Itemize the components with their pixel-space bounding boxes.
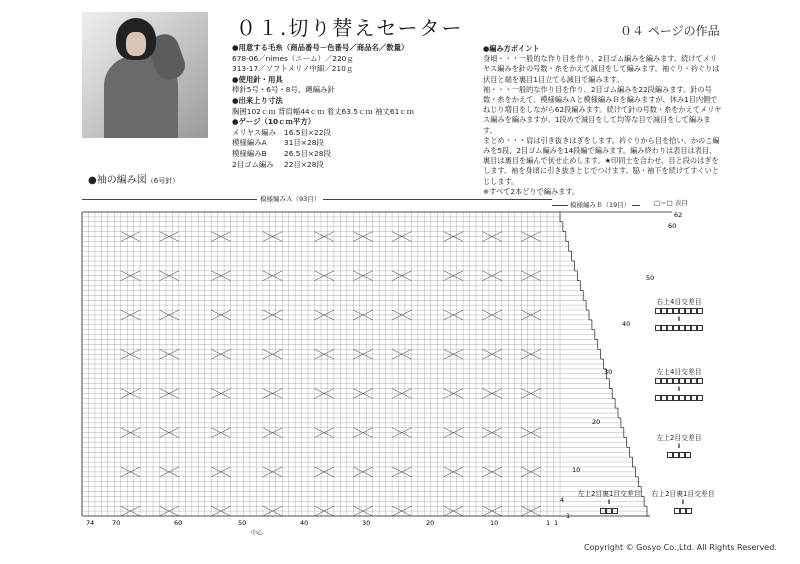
row-label: 1 bbox=[566, 512, 571, 520]
gauge-heading: ●ゲージ（10ｃｍ平方） bbox=[232, 117, 316, 127]
row-label: 4 bbox=[560, 496, 565, 504]
cable-left-2-purl-1: 左上2目裏1目交差目 Ⅱ bbox=[574, 488, 644, 516]
page-reference: ０４ ページの作品 bbox=[620, 24, 720, 38]
cable-right-4: 右上4目交差目 Ⅱ bbox=[640, 296, 718, 333]
cable-symbol-icon bbox=[640, 325, 718, 331]
gauge-row: 2目ゴム編み 22目×28段 bbox=[232, 159, 324, 169]
cable-left-4: 左上4目交差目 Ⅱ bbox=[640, 366, 718, 403]
row-label: 20 bbox=[592, 418, 601, 426]
cable-symbol-icon bbox=[574, 508, 644, 514]
row-label: 10 bbox=[572, 466, 581, 474]
needles-text: 棒針5号・6号・8号、縄編み針 bbox=[232, 85, 335, 95]
x-tick-label: 30 bbox=[362, 519, 371, 527]
cable-symbol-icon bbox=[640, 378, 718, 384]
cable-symbol-icon bbox=[648, 508, 718, 514]
method-heading: ●編み方ポイント bbox=[483, 44, 540, 53]
method-paragraph: まとめ・・・肩は引き抜きはぎをします。衿ぐりから目を拾い、かのこ編みを5段、2目ゴム編みを14段編で編みます。編み終わりは表目は表目、裏目は裏目を編んで伏せ止めします。★印同士を合わせ、目と段のはぎをします。袖を身頃に引き抜きとじでつけます。脇・袖下を続けてすくいとじします。 bbox=[483, 135, 720, 186]
row-label: 50 bbox=[646, 274, 655, 282]
copyright: Copyright © Gosyo Co.,Ltd. All Rights Reserved. bbox=[584, 543, 777, 552]
legend-symbol: □＝□ bbox=[654, 199, 673, 207]
gauge-row: 模様編みB 26.5目×28段 bbox=[232, 148, 331, 158]
yarn-heading: ●用意する毛糸（商品番号－色番号／商品名／数量） bbox=[232, 43, 409, 52]
size-heading: ●出来上り寸法 bbox=[232, 95, 283, 105]
x-tick-label: 60 bbox=[174, 519, 183, 527]
row-label: 60 bbox=[668, 222, 677, 230]
row-label: 62 bbox=[674, 211, 683, 219]
cable-left-2: 左上2目交差目 Ⅱ bbox=[644, 432, 714, 460]
x-tick-label: 1 bbox=[554, 519, 559, 527]
method-paragraph: 身頃・・・一般的な作り目を作り、2目ゴム編みを編みます。続けてメリヤス編みを針の号数・糸をかえて減目をして編みます。袖ぐり・衿ぐりは伏目と端を裏目1目立てる減目で編みます。 bbox=[483, 54, 720, 84]
cable-symbol-icon bbox=[644, 452, 714, 458]
page-title: ０１.切り替えセーター bbox=[236, 16, 464, 40]
method-paragraph: 袖・・・一般的な作り目を作り、2目ゴム編みを22段編みます。針の号数・糸をかえて、模様編みＡと模様編みＢを編みますが、休み1目内側でねじり増目をしながら62段編みます。続けて針の号数・糸をかえてメリヤス編みを編みますが、1段めで減目をして均等な目で減目をして編みます。 bbox=[483, 84, 722, 135]
gauge-row: 模様編みA 31目×28段 bbox=[232, 138, 324, 148]
yarn-line: 313-17／ソフトメリノ中細／210ｇ bbox=[232, 64, 354, 74]
yarn-line: 678-06／nimes（ニーム）／220ｇ bbox=[232, 53, 354, 63]
x-tick-label: 10 bbox=[490, 519, 499, 527]
method-paragraph: ※すべて2本どりで編みます。 bbox=[483, 186, 580, 196]
x-tick-label: 70 bbox=[112, 519, 121, 527]
pattern-b-label: 模様編みＢ（19目） bbox=[570, 201, 631, 209]
gauge-row: メリヤス編み 16.5目×22段 bbox=[232, 127, 331, 137]
center-label: 中心 bbox=[251, 530, 264, 537]
cable-right-2-purl-1: 右上2目裏1目交差目 Ⅱ bbox=[648, 488, 718, 516]
x-tick-label: 1 bbox=[546, 519, 551, 527]
sleeve-chart-title: ●袖の編み図（6号針） bbox=[88, 175, 180, 186]
pattern-a-label: 模様編みＡ（93目） bbox=[257, 194, 323, 203]
legend-text: 表目 bbox=[674, 199, 688, 207]
x-tick-label: 40 bbox=[300, 519, 309, 527]
row-label: 30 bbox=[604, 368, 613, 376]
cable-symbol-icon bbox=[640, 308, 718, 314]
size-text: 胸囲102ｃｍ 背肩幅44ｃｍ 着丈63.5ｃｍ 袖丈61ｃｍ bbox=[232, 106, 415, 116]
row-label: 40 bbox=[622, 320, 631, 328]
x-tick-label: 74 bbox=[86, 519, 95, 527]
cable-symbol-icon bbox=[640, 395, 718, 401]
x-tick-label: 20 bbox=[426, 519, 435, 527]
x-tick-label: 50 bbox=[238, 519, 247, 527]
needles-heading: ●使用針・用具 bbox=[232, 74, 283, 84]
